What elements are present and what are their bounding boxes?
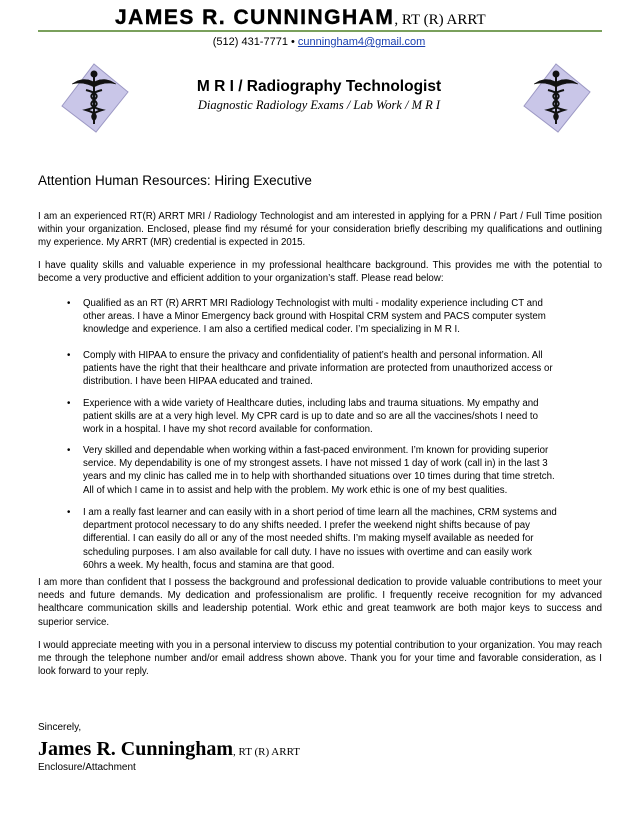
bullet-item: • I am a really fast learner and can easily with in a short period of time learn all the machines, CRM systems and department protocol necessary to do any shifts needed. I prefer the weekend night shifts because of pay differential. I can easily do all or any of the most needed shifts. I’m making myself available as needed for scheduling purposes. I am also available for call duty. I have no issues with overtime and can easily work 60hrs a week. My health, focus and stamina are that good. [38, 506, 558, 572]
signature-name-text: James R. Cunningham [38, 738, 234, 760]
signature-name [38, 738, 300, 761]
intro-paragraph-2: I have quality skills and valuable experience in my professional healthcare background. This provides me with the potential to become a very productive and efficient addition to your organization’s staff. Please read below: [38, 260, 602, 285]
signature-credentials: , RT (R) ARRT [233, 746, 300, 758]
bullet-list [38, 297, 558, 337]
applicant-name-text: JAMES R. CUNNINGHAM [115, 6, 395, 29]
bullet-list [38, 349, 558, 389]
applicant-credentials: , RT (R) ARRT [394, 12, 486, 28]
bullet-list [38, 444, 558, 497]
bullet-item: • Comply with HIPAA to ensure the privacy and confidentiality of patient’s health and personal information. All patients have the right that their healthcare and private information are protected from unauthorized access or distribution. I have been HIPAA educated and trained. [38, 349, 558, 389]
applicant-name [115, 6, 486, 30]
email-link[interactable]: cunningham4@gmail.com [297, 36, 426, 48]
job-subtitle: Diagnostic Radiology Exams / Lab Work / M R I [197, 98, 441, 112]
job-title: M R I / Radiography Technologist [196, 78, 442, 95]
bullet-item: • Experience with a wide variety of Healthcare duties, including labs and trauma situations. My empathy and patient skills are at a very high level. My CPR card is up to date and so are all the vaccines/shots I need to work in a hospital. I have my shot record available for conformation. [38, 397, 558, 437]
contact-line [0, 36, 638, 48]
body-paragraph-3: I am more than confident that I possess the background and professional dedication to provide valuable contributions to meet your needs and future demands. My dedication and professionalism are prolific. I frequently receive recognition for my advanced healthcare communication skills and leadership potential. Work ethic and great teamwork are both major keys to success and superior service. [38, 577, 602, 628]
phone-number: (512) 431-7771 • [212, 36, 295, 48]
caduceus-logo-right [520, 62, 592, 134]
intro-paragraph: I am an experienced RT(R) ARRT MRI / Radiology Technologist and am interested in applying for a PRN / Part / Full Time position within your organization. Enclosed, please find my résumé for your consideration briefly describing my qualifications and outlining my experience. My ARRT (MR) credential is expected in 2015. [38, 211, 602, 249]
bullet-list [38, 397, 558, 437]
header-rule [38, 30, 602, 32]
enclosure-note: Enclosure/Attachment [38, 762, 136, 773]
bullet-item: • Very skilled and dependable when working within a fast-paced environment. I’m known for providing superior service. My dependability is one of my strongest assets. I have not missed 1 day of work (call in) in the last 3 years and my clinic has called me in to help with shorthanded situations over 10 times during that time stretch. All of which I came in to assist and help with the problem. My work ethic is one of my best qualities. [38, 444, 558, 497]
caduceus-logo-left [58, 62, 130, 134]
salutation: Attention Human Resources: Hiring Executive [38, 173, 312, 188]
bullet-item: • Qualified as an RT (R) ARRT MRI Radiology Technologist with multi - modality experience including CT and other areas. I have a Minor Emergency back ground with Hospital CRM system and PACS computer system knowledge and experience. I am also a certified medical coder. I’m specializing in M R I. [38, 297, 558, 337]
body-paragraph-4: I would appreciate meeting with you in a personal interview to discuss my potential contribution to your organization. You may reach me through the telephone number and/or email address shown above. Thank you for your time and favorable consideration, as I look forward to your reply. [38, 640, 602, 678]
closing: Sincerely, [38, 722, 82, 733]
bullet-list [38, 506, 558, 572]
